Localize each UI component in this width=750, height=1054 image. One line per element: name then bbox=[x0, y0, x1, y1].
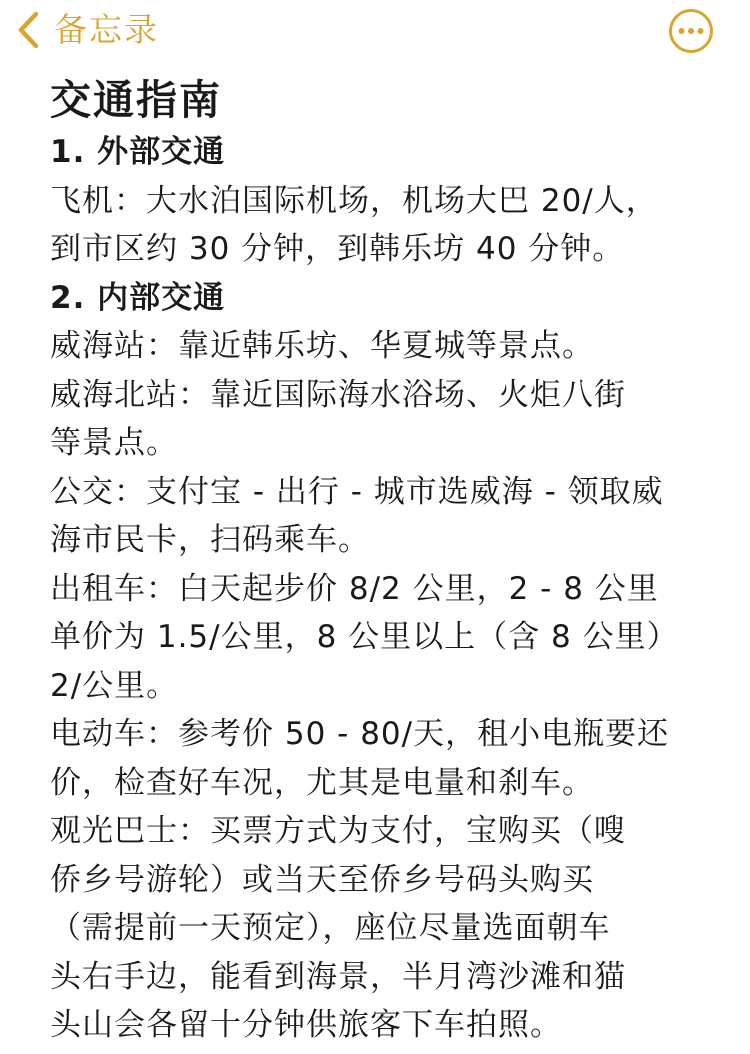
back-button[interactable] bbox=[14, 8, 159, 52]
note-text-line: 威海站：靠近韩乐坊、华夏城等景点。 bbox=[50, 328, 594, 364]
back-label: 备忘录 bbox=[54, 10, 159, 49]
nav-bar bbox=[0, 0, 750, 62]
note-text-line: 飞机：大水泊国际机场，机场大巴 20/人， bbox=[50, 182, 658, 219]
chevron-left-icon bbox=[14, 10, 42, 50]
ellipsis-circle-icon bbox=[668, 39, 714, 58]
note-body[interactable] bbox=[50, 72, 730, 1050]
note-text-line: 观光巴士：买票方式为支付，宝购买（嗖 bbox=[50, 813, 626, 849]
note-text-line: 电动车：参考价 50 - 80/天，租小电瓶要还 bbox=[50, 716, 670, 752]
note-text-line: 头山会各留十分钟供旅客下车拍照。 bbox=[50, 1007, 562, 1043]
note-text-line: 等景点。 bbox=[50, 425, 178, 461]
note-text-line: （需提前一天预定），座位尽量选面朝车 bbox=[50, 910, 611, 946]
note-text-line: 海市民卡，扫码乘车。 bbox=[50, 522, 370, 558]
more-options-button[interactable] bbox=[668, 8, 714, 54]
note-text-line: 头右手边，能看到海景，半月湾沙滩和猫 bbox=[50, 958, 626, 995]
note-title: 交通指南 bbox=[50, 76, 222, 124]
note-text-line: 侨乡号游轮）或当天至侨乡号码头购买 bbox=[50, 861, 594, 898]
note-text-line: 公交：支付宝 - 出行 - 城市选威海 - 领取威 bbox=[50, 473, 664, 510]
section-heading: 1. 外部交通 bbox=[50, 134, 226, 170]
note-text-line: 单价为 1.5/公里，8 公里以上（含 8 公里） bbox=[50, 619, 679, 655]
section-heading: 2. 内部交通 bbox=[50, 279, 226, 316]
note-content bbox=[50, 128, 730, 1050]
note-text-line: 到市区约 30 分钟，到韩乐坊 40 分钟。 bbox=[50, 231, 625, 267]
note-text-line: 威海北站：靠近国际海水浴场、火炬八街 bbox=[50, 376, 626, 413]
note-text-line: 2/公里。 bbox=[50, 667, 179, 704]
note-text-line: 价，检查好车况，尤其是电量和刹车。 bbox=[50, 764, 594, 801]
note-text-line: 出租车：白天起步价 8/2 公里，2 - 8 公里 bbox=[50, 570, 659, 607]
